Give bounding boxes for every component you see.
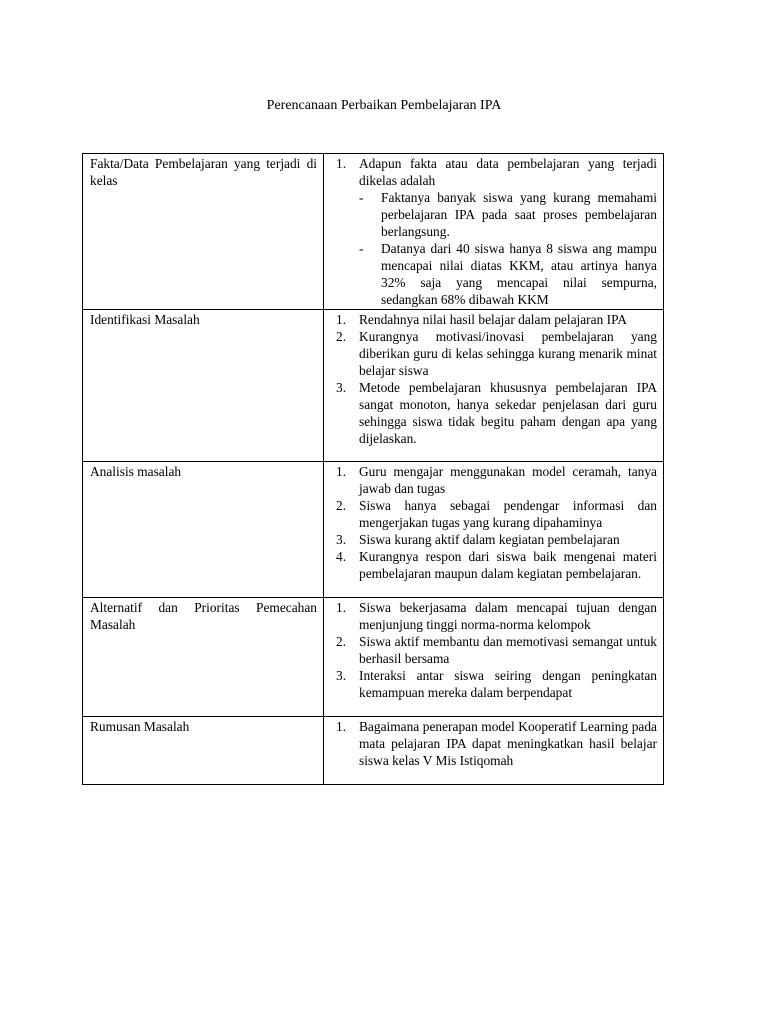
- row-label: Rumusan Masalah: [90, 719, 190, 734]
- list-number: 1.: [336, 719, 347, 734]
- list-text: Metode pembelajaran khususnya pembelajaran IPA sangat monoton, hanya sekedar penjelasan dari guru sehingga siswa tidak begitu paham dengan apa yang dijelaskan.: [359, 380, 657, 446]
- list-number: 3.: [336, 668, 347, 683]
- table-row-fakta-data: [83, 154, 664, 310]
- document-title: Perencanaan Perbaikan Pembelajaran IPA: [266, 98, 502, 113]
- sub-list-text: Faktanya banyak siswa yang kurang memahami perbelajaran IPA pada saat proses pembelajaran berlangsung.: [381, 190, 657, 239]
- list-text: Siswa hanya sebagai pendengar informasi dan mengerjakan tugas yang kurang dipahaminya: [359, 498, 657, 530]
- table-row-rumusan-masalah: [83, 717, 664, 785]
- list-item: [336, 599, 657, 633]
- list-text: Siswa bekerjasama dalam mencapai tujuan dengan menjunjung tinggi norma-norma kelompok: [359, 600, 657, 632]
- list-item: [336, 155, 657, 189]
- list-text: Siswa aktif membantu dan memotivasi semangat untuk berhasil bersama: [359, 634, 657, 666]
- list-number: 1.: [336, 600, 347, 615]
- sub-list-item: [359, 240, 657, 308]
- list-item: [336, 463, 657, 497]
- list-number: 1.: [336, 312, 347, 327]
- list-number: 1.: [336, 156, 347, 171]
- list-item: [336, 328, 657, 379]
- list-number: 1.: [336, 464, 347, 479]
- sub-list-text: Datanya dari 40 siswa hanya 8 siswa ang mampu mencapai nilai diatas KKM, atau artinya hanya 32% saja yang mencapai nilai sempurna, sedangkan 68% dibawah KKM: [381, 241, 657, 307]
- list-text: Siswa kurang aktif dalam kegiatan pembelajaran: [359, 532, 620, 547]
- dash-bullet: -: [359, 190, 364, 205]
- list-text: Bagaimana penerapan model Kooperatif Learning pada mata pelajaran IPA dapat meningkatkan hasil belajar siswa kelas V Mis Istiqomah: [359, 719, 657, 768]
- list-item: [336, 718, 657, 769]
- row-label: Fakta/Data Pembelajaran yang terjadi di kelas: [90, 156, 317, 188]
- list-item: [336, 497, 657, 531]
- row-label-cell: [83, 310, 324, 462]
- row-content-cell: [324, 462, 664, 598]
- row-label-cell: [83, 462, 324, 598]
- list-item: [336, 633, 657, 667]
- list-number: 2.: [336, 634, 347, 649]
- table-row-analisis-masalah: [83, 462, 664, 598]
- list-number: 4.: [336, 549, 347, 564]
- list-number: 2.: [336, 498, 347, 513]
- row-content-cell: [324, 598, 664, 717]
- row-content-cell: [324, 154, 664, 310]
- row-label: Identifikasi Masalah: [90, 312, 200, 327]
- sub-list-item: [359, 189, 657, 240]
- table-row-alternatif-prioritas: [83, 598, 664, 717]
- list-number: 2.: [336, 329, 347, 344]
- row-content-cell: [324, 717, 664, 785]
- row-label: Analisis masalah: [90, 464, 182, 479]
- row-label-cell: [83, 598, 324, 717]
- list-text: Interaksi antar siswa seiring dengan peningkatan kemampuan mereka dalam berpendapat: [359, 668, 657, 700]
- list-item: [336, 548, 657, 582]
- list-item: [336, 311, 657, 328]
- planning-table: [82, 153, 664, 785]
- list-number: 3.: [336, 532, 347, 547]
- row-label: Alternatif dan Prioritas Pemecahan Masalah: [90, 600, 317, 632]
- table-row-identifikasi-masalah: [83, 310, 664, 462]
- row-label-cell: [83, 154, 324, 310]
- list-item: [336, 531, 657, 548]
- list-text: Guru mengajar menggunakan model ceramah, tanya jawab dan tugas: [359, 464, 657, 496]
- list-item: [336, 379, 657, 447]
- list-text: Kurangnya respon dari siswa baik mengenai materi pembelajaran maupun dalam kegiatan pembelajaran.: [359, 549, 657, 581]
- dash-bullet: -: [359, 241, 364, 256]
- row-content-cell: [324, 310, 664, 462]
- list-number: 3.: [336, 380, 347, 395]
- list-item: [336, 667, 657, 701]
- row-label-cell: [83, 717, 324, 785]
- list-text: Kurangnya motivasi/inovasi pembelajaran yang diberikan guru di kelas sehingga kurang menarik minat belajar siswa: [359, 329, 657, 378]
- list-text: Adapun fakta atau data pembelajaran yang terjadi dikelas adalah: [359, 156, 657, 188]
- list-text: Rendahnya nilai hasil belajar dalam pelajaran IPA: [359, 312, 627, 327]
